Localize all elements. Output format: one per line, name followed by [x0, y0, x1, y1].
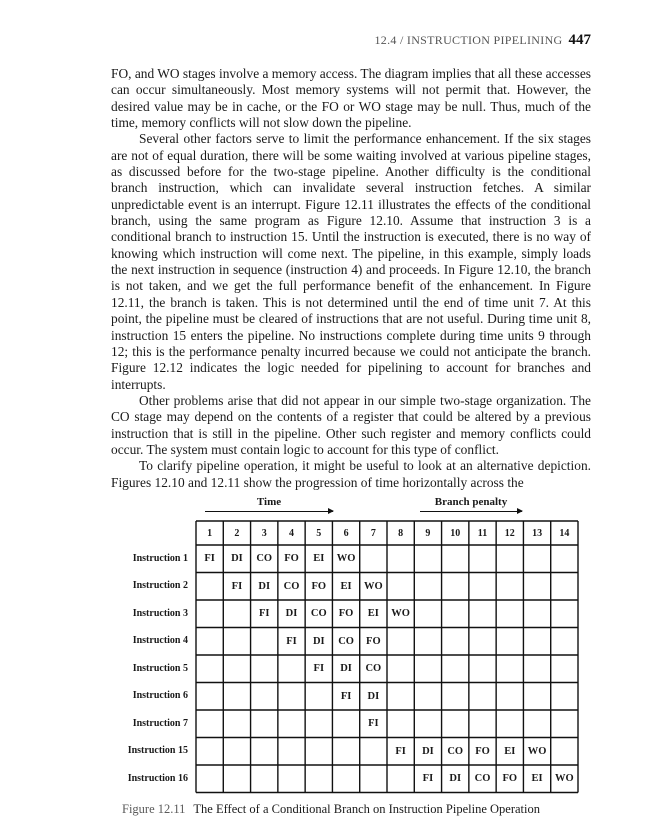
penalty-arrow: [420, 511, 522, 512]
stage-cell: FI: [368, 718, 379, 730]
paragraph: FO, and WO stages involve a memory access. The diagram implies that all these accesses can occur simultaneously. Most memory systems will not permit that. However, the desired value may be in cache, or the FO or WO stage may be null. Thus, much of the time, memory conflicts will not slow down the pipeline.: [111, 66, 591, 131]
running-head-title: 12.4 / INSTRUCTION PIPELINING: [374, 33, 563, 47]
time-unit-label: 8: [398, 527, 404, 539]
stage-cell: DI: [422, 745, 434, 757]
time-unit-label: 5: [316, 527, 322, 539]
stage-cell: DI: [340, 663, 352, 675]
instruction-label: Instruction 3: [132, 607, 188, 619]
paragraph: Other problems arise that did not appear in our simple two-stage organization. The CO stage may depend on the contents of a register that could be altered by a previous instruction that is still in the pipeline. Other such register and memory conflicts could occur. The system must contain logic to account for this type of conflict.: [111, 392, 591, 457]
stage-cell: FO: [366, 635, 381, 647]
time-label: Time: [256, 496, 282, 508]
instruction-label: Instruction 6: [132, 690, 188, 702]
time-unit-label: 9: [425, 527, 431, 539]
instruction-label: Instruction 16: [127, 772, 188, 784]
branch-penalty-label: Branch penalty: [434, 496, 508, 508]
paragraph: Several other factors serve to limit the performance enhancement. If the six stages are not of equal duration, there will be some waiting involved at various pipeline stages, as discussed before for the two-stage pipeline. Another difficulty is the conditional branch instruction, which can invalidate several instruction fetches. A similar unpredictable event is an interrupt. Figure 12.11 illustrates the effects of the conditional branch, using the same program as Figure 12.10. Assume that instruction 3 is a conditional branch to instruction 15. Until the instruction is executed, there is no way of knowing which instruction will come next. The pipeline, in this example, simply loads the next instruction in sequence (instruction 4) and proceeds. In Figure 12.10, the branch is not taken, and we get the full performance benefit of the enhancement. In Figure 12.11, the branch is taken. This is not determined until the end of time unit 7. At this point, the pipeline must be cleared of instructions that are not useful. During time unit 8, instruction 15 enters the pipeline. No instructions complete during time units 9 through 12; this is the performance penalty incurred because we could not anticipate the branch. Figure 12.12 indicates the logic needed for pipelining to account for branches and interrupts.: [111, 131, 591, 392]
stage-cell: CO: [365, 663, 382, 675]
instruction-label: Instruction 2: [132, 580, 188, 592]
stage-cell: WO: [555, 773, 574, 785]
stage-cell: WO: [391, 608, 410, 620]
stage-cell: WO: [336, 553, 356, 565]
running-header: [374, 32, 591, 49]
figure-caption: [122, 802, 540, 817]
instruction-label: Instruction 7: [132, 717, 188, 729]
stage-cell: DI: [285, 608, 298, 620]
stage-cell: FO: [475, 745, 490, 757]
stage-cell: FI: [286, 635, 297, 647]
stage-cell: FI: [422, 773, 434, 785]
time-unit-label: 11: [477, 527, 488, 539]
time-arrow: [205, 511, 333, 512]
stage-cell: DI: [312, 635, 325, 647]
time-unit-label: 6: [343, 527, 349, 539]
caption-text: The Effect of a Conditional Branch on Instruction Pipeline Operation: [193, 802, 540, 816]
stage-cell: FO: [311, 580, 327, 592]
stage-cell: CO: [256, 553, 273, 565]
stage-cell: FO: [502, 773, 518, 785]
stage-cell: EI: [504, 745, 516, 757]
stage-cell: EI: [340, 580, 352, 592]
stage-cell: EI: [313, 553, 325, 565]
stage-cell: FO: [284, 553, 299, 565]
time-unit-label: 3: [261, 527, 267, 539]
time-unit-label: 4: [288, 527, 294, 539]
time-unit-label: 10: [450, 527, 461, 539]
time-unit-label: 1: [207, 527, 213, 539]
time-unit-label: 14: [559, 527, 570, 539]
stage-cell: CO: [283, 580, 300, 592]
stage-cell: FI: [204, 553, 215, 565]
instruction-label: Instruction 4: [132, 635, 188, 647]
page-number: 447: [568, 32, 591, 48]
stage-cell: FI: [340, 690, 352, 702]
stage-cell: DI: [449, 773, 462, 785]
stage-cell: CO: [338, 635, 354, 647]
time-unit-label: 12: [504, 527, 515, 539]
stage-cell: FI: [313, 663, 325, 675]
stage-cell: CO: [474, 773, 491, 785]
instruction-label: Instruction 5: [132, 662, 188, 674]
body-text: [111, 66, 591, 491]
stage-cell: DI: [231, 553, 243, 565]
stage-cell: DI: [258, 580, 271, 592]
instruction-label: Instruction 15: [127, 745, 188, 757]
caption-number: Figure 12.11: [122, 802, 186, 816]
time-unit-label: 13: [532, 527, 543, 539]
stage-cell: CO: [310, 608, 327, 620]
stage-cell: CO: [447, 745, 464, 757]
time-axis: [205, 496, 333, 516]
stage-cell: EI: [531, 773, 543, 785]
stage-cell: FI: [258, 608, 270, 620]
pipeline-grid: [196, 521, 578, 797]
paragraph: To clarify pipeline operation, it might be useful to look at an alternative depiction. Figures 12.10 and 12.11 show the progression of time horizontally across the: [111, 458, 591, 490]
time-unit-label: 2: [234, 527, 240, 539]
instruction-label: Instruction 1: [132, 552, 188, 564]
stage-cell: FI: [231, 580, 243, 592]
stage-cell: FO: [338, 608, 354, 620]
stage-cell: EI: [367, 608, 379, 620]
stage-cell: FI: [395, 745, 406, 757]
stage-cell: WO: [364, 580, 383, 592]
stage-cell: DI: [367, 690, 380, 702]
branch-penalty-axis: [420, 496, 522, 516]
time-unit-label: 7: [370, 527, 376, 539]
stage-cell: WO: [527, 745, 547, 757]
